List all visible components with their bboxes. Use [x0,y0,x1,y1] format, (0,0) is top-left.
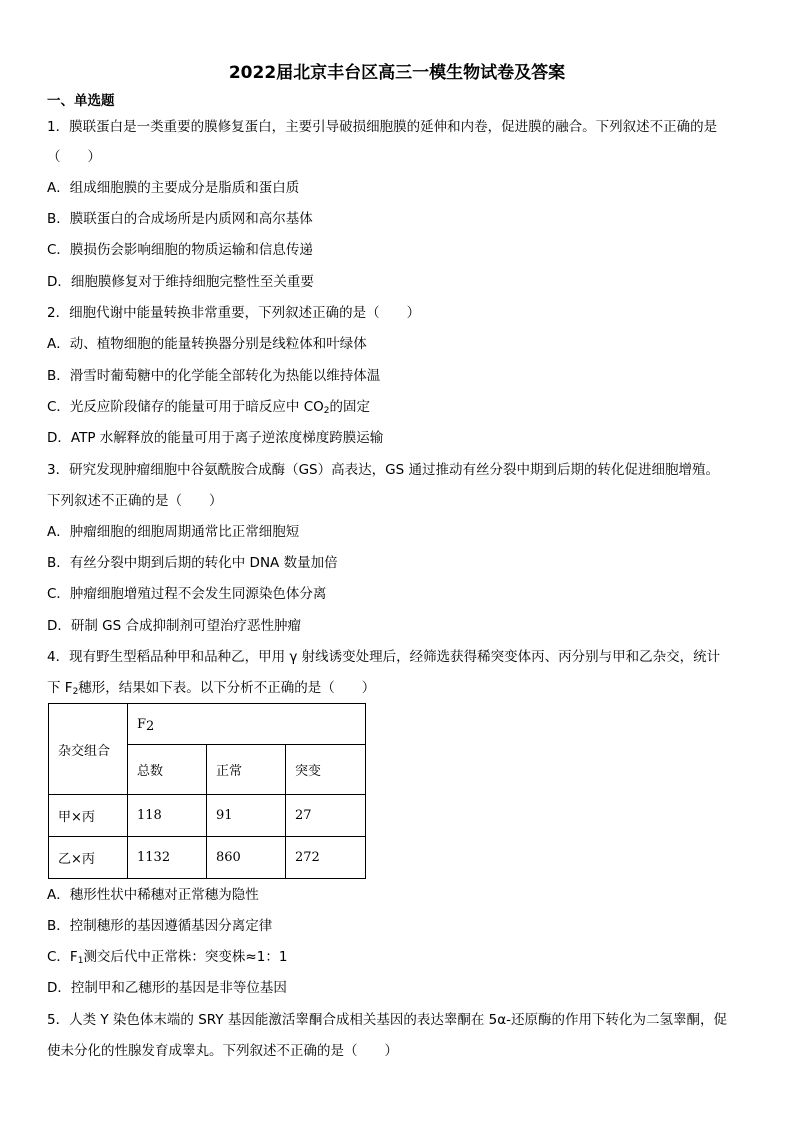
question-2-option-b: B．滑雪时葡萄糖中的化学能全部转化为热能以维持体温 [47,368,381,384]
page-title: 2022届北京丰台区高三一模生物试卷及答案 [228,63,566,83]
question-2-option-c: C．光反应阶段储存的能量可用于暗反应中 $CO_2$的固定 [47,399,371,416]
table-header-f2: $F_2$ [128,704,366,745]
question-5-stem-cont: 使未分化的性腺发育成睾丸。下列叙述不正确的是（ ） [47,1043,398,1059]
table-cell-total: 118 [128,795,207,837]
table-cell-normal: 91 [207,795,286,837]
question-3-option-d: D．研制 GS 合成抑制剂可望治疗恶性肿瘤 [47,618,302,634]
question-4-option-d: D．控制甲和乙穗形的基因是非等位基因 [47,980,287,996]
question-4-stem-cont: 下 $F_2$穗形，结果如下表。以下分析不正确的是（ ） [47,680,376,697]
question-2-option-d: D．ATP 水解释放的能量可用于离子逆浓度梯度跨膜运输 [47,430,384,446]
question-3-stem: 3．研究发现肿瘤细胞中谷氨酰胺合成酶（GS）高表达，GS 通过推动有丝分裂中期到后期的转化促进细胞增殖。 [47,462,719,478]
cross-results-table [48,703,366,879]
question-3-option-a: A．肿瘤细胞的细胞周期通常比正常细胞短 [47,524,300,540]
table-cell-cross: 甲×丙 [49,795,128,837]
question-1-option-c: C．膜损伤会影响细胞的物质运输和信息传递 [47,242,313,258]
table-header-mutant: 突变 [286,745,366,795]
question-1-stem-cont: （ ） [47,149,101,165]
section-heading: 一、单选题 [47,93,115,109]
question-3-option-c: C．肿瘤细胞增殖过程不会发生同源染色体分离 [47,586,327,602]
question-4-option-a: A．穗形性状中稀穗对正常穗为隐性 [47,887,259,903]
table-cell-cross: 乙×丙 [49,837,128,879]
table-cell-mutant: 272 [286,837,366,879]
table-cell-mutant: 27 [286,795,366,837]
table-cell-total: 1132 [128,837,207,879]
question-1-option-d: D．细胞膜修复对于维持细胞完整性至关重要 [47,274,314,290]
question-1-option-b: B．膜联蛋白的合成场所是内质网和高尔基体 [47,211,313,227]
question-5-stem: 5．人类 Y 染色体末端的 SRY 基因能激活睾酮合成相关基因的表达睾酮在 5α-还原酶的作用下转化为二氢睾酮，促 [47,1012,727,1028]
question-2-option-a: A．动、植物细胞的能量转换器分别是线粒体和叶绿体 [47,336,367,352]
table-header-normal: 正常 [207,745,286,795]
question-4-option-b: B．控制穗形的基因遵循基因分离定律 [47,918,273,934]
table-cell-normal: 860 [207,837,286,879]
table-row [49,837,366,879]
table-row [49,795,366,837]
question-4-stem: 4．现有野生型稻品种甲和品种乙，甲用 γ 射线诱变处理后，经筛选获得稀突变体丙、丙分别与甲和乙杂交，统计 [47,649,721,665]
table-header-total: 总数 [128,745,207,795]
question-1-stem: 1．膜联蛋白是一类重要的膜修复蛋白，主要引导破损细胞膜的延伸和内卷，促进膜的融合。下列叙述不正确的是 [47,119,718,135]
question-2-stem: 2．细胞代谢中能量转换非常重要，下列叙述正确的是（ ） [47,305,421,321]
table-header-cross: 杂交组合 [49,704,128,795]
question-3-stem-cont: 下列叙述不正确的是（ ） [47,493,223,509]
question-1-option-a: A．组成细胞膜的主要成分是脂质和蛋白质 [47,180,300,196]
question-3-option-b: B．有丝分裂中期到后期的转化中 DNA 数量加倍 [47,555,338,571]
question-4-option-c: C．$F_1$测交后代中正常株：突变株≈1：1 [47,949,288,966]
